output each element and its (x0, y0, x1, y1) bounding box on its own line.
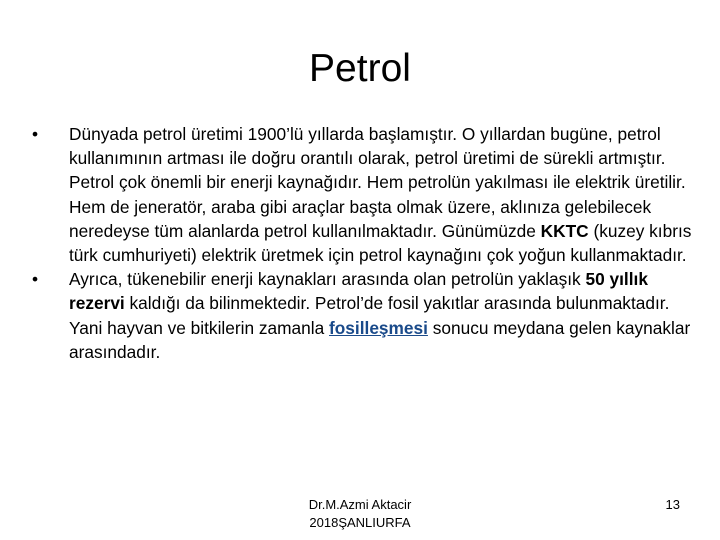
bullet-text: sonucu meydana gelen kaynaklar arasındadır. (69, 317, 691, 362)
bullet-text: Dünyada petrol üretimi 1900’lü yıllarda başlamıştır. O yıllardan bugüne, petrol kullanımının artması ile doğru orantılı olarak, petrol üretimi de sürekli artmıştır. Petrol çok önemli bir enerji kaynağıdır. Hem petrolün yakılması ile elektrik üretilir. Hem de jeneratör, araba gibi araçlar başta olmak üzere, aklınıza gelebilecek neredeyse tüm alanlarda petrol kullanılmaktadır. Günümüzde (69, 124, 686, 241)
page-number: 13 (665, 497, 680, 512)
bullet-marker: • (32, 124, 39, 144)
bullet-item-oil-reserves (32, 267, 692, 364)
bullet-bold-text: 50 yıllık rezervi (69, 269, 648, 314)
bullet-marker: • (32, 269, 39, 290)
bullet-text: Ayrıca, tükenebilir enerji kaynakları arasında olan petrolün yaklaşık (69, 269, 586, 290)
bullet-text: kaldığı da bilinmektedir. Petrol’de fosil yakıtlar arasında bulunmaktadır. Yani hayvan ve bitkilerin zamanla (69, 293, 670, 338)
footer-author (260, 496, 460, 532)
bullet-text: (kuzey kıbrıs türk cumhuriyeti) elektrik üretmek için petrol kaynağını çok yoğun kullanmaktadır. (69, 220, 692, 266)
slide-title: Petrol (309, 47, 411, 90)
bullet-item-oil-production (32, 122, 692, 267)
author-name: Dr.M.Azmi Aktacir (308, 497, 412, 512)
bullet-bold-text: KKTC (540, 220, 589, 241)
bullet-list (32, 122, 692, 364)
fossilization-link[interactable]: fosilleşmesi (329, 317, 428, 338)
author-place-year: 2018ŞANLIURFA (309, 515, 411, 530)
